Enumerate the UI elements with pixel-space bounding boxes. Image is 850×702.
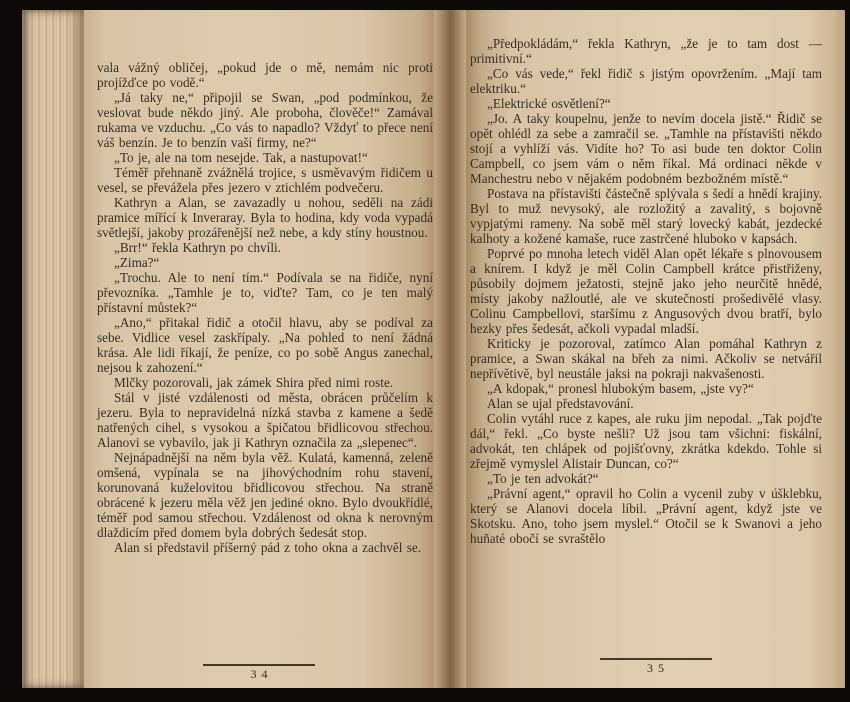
paragraph: Kriticky je pozoroval, zatímco Alan pomáhal Kathryn z pramice, a Swan skákal na břeh za nimi. Ačkoliv se netvářil nepřívětivě, byl neustále jaksi na pokraji nakvašenosti.: [470, 336, 822, 381]
book-gutter: [434, 10, 466, 688]
paragraph: Postava na přístavišti částečně splývala s šedí a hnědí krajiny. Byl to muž nevysoký, ale rozložitý a zavalitý, s bojovně vypjatými rameny. Na sobě měl starý lovecký kabát, jezdecké kalhoty a kožené kamaše, ruce zastrčené hluboko v kapsách.: [470, 186, 822, 246]
left-page-number-rule: [203, 664, 315, 666]
page-stack-fore-edge: [22, 10, 84, 688]
left-page-number: 34: [250, 667, 273, 681]
paragraph: Alan si představil příšerný pád z toho okna a zachvěl se.: [114, 540, 421, 555]
left-page-number-block: [203, 664, 315, 682]
paragraph: Alan se ujal představování.: [487, 396, 634, 411]
paragraph: „To je ten advokát?“: [487, 471, 599, 486]
paragraph: Stál v jisté vzdálenosti od města, obrácen průčelím k jezeru. Byla to nepravidelná nízká stavba z kamene a šedě natřených cihel, s vysokou a špičatou břidlicovou střechou. Alanovi se vybavilo, jak ji Kathryn označila za „slepenec“.: [97, 390, 433, 450]
left-page-text: [97, 60, 433, 555]
paragraph: Colin vytáhl ruce z kapes, ale ruku jim nepodal. „Tak pojďte dál,“ řekl. „Co byste nešli? Už jsou tam všichni: fiskální, advokát, ten chlápek od pojišťovny, zkrátka kdekdo. Tohle si zřejmě vymyslel Alistair Duncan, co?“: [470, 411, 822, 471]
paragraph: vala vážný obličej, „pokud jde o mě, nemám nic proti projížďce po vodě.“: [97, 60, 433, 90]
paragraph: „Trochu. Ale to není tím.“ Podívala se na řidiče, nyní převozníka. „Tamhle je to, viďte? Tam, co je ten malý přístavní můstek?“: [97, 270, 433, 315]
paragraph: Kathryn a Alan, se zavazadly u nohou, seděli na zádi pramice mířící k Inveraray. Byla to hodina, kdy voda vypadá světlejší, jakoby prozářenější než nebe, a kdy stíny houstnou.: [97, 195, 433, 240]
paragraph: „Já taky ne,“ připojil se Swan, „pod podmínkou, že veslovat bude někdo jiný. Ale proboha, člověče!“ Zamával rukama ve vzduchu. „Co vás to napadlo? Vždyť to přece není váš benzín. Je to benzín vaší firmy, ne?“: [97, 90, 433, 150]
right-page: [466, 10, 845, 688]
paragraph: „A kdopak,“ pronesl hlubokým basem, „jste vy?“: [487, 381, 754, 396]
right-page-number: 35: [647, 661, 669, 675]
paragraph: „Jo. A taky koupelnu, jenže to nevím docela jistě.“ Řidič se opět ohlédl za sebe a zamračil se. „Tamhle na přístavišti někdo stojí a vyhlíží vás. Vidíte ho? To asi bude ten doktor Colin Campbell, co jsem vám o něm říkal. Má ordinaci někde v Manchestru nebo v nějakém podobném bezbožném místě.“: [470, 111, 822, 186]
right-page-number-rule: [600, 658, 712, 660]
paragraph: „Co vás vede,“ řekl řidič s jistým opovržením. „Mají tam elektriku.“: [470, 66, 822, 96]
right-page-number-block: [600, 658, 712, 676]
paragraph: Poprvé po mnoha letech viděl Alan opět lékaře s plnovousem a knírem. I když je měl Colin Campbell krátce přistřiženy, působily dojmem ježatosti, stejně jako jeho neurčitě hnědé, místy jakoby nažloutlé, ale ve skutečnosti prošedivělé vlasy. Colinu Campbellovi, staršímu z Angusových dvou bratří, bylo hezky přes šedesát, ačkoli vypadal mladší.: [470, 246, 822, 336]
paragraph: „Zima?“: [114, 255, 160, 270]
paragraph: Mlčky pozorovali, jak zámek Shira před nimi roste.: [114, 375, 394, 390]
paragraph: „Elektrické osvětlení?“: [487, 96, 611, 111]
right-page-text: [470, 36, 822, 546]
paragraph: „Předpokládám,“ řekla Kathryn, „že je to tam dost — primitivní.“: [470, 36, 822, 66]
paragraph: Téměř přehnaně zvážnělá trojice, s usměvavým řidičem u vesel, se převážela přes jezero v ztichlém podvečeru.: [97, 165, 433, 195]
open-book: [22, 10, 845, 688]
paragraph: „Právní agent,“ opravil ho Colin a vycenil zuby v úšklebku, který se Alanovi docela líbil. „Právní agent, když jste ve Skotsku. Ano, toho jsem myslel.“ Otočil se k Swanovi a jeho huňaté obočí se svraštělo: [470, 486, 822, 546]
left-page: [84, 10, 434, 688]
paragraph: „Brr!“ řekla Kathryn po chvíli.: [114, 240, 281, 255]
paragraph: Nejnápadnější na něm byla věž. Kulatá, kamenná, zeleně omšená, vypínala se na jihovýchodním rohu stavení, korunovaná kuželovitou břidlicovou střechou. Na straně obrácené k jezeru měla věž jen jediné okno. Bylo dvoukřídlé, téměř pod samou střechou. Vzdálenost od okna k nerovným dlaždicím před domem byla dobrých šedesát stop.: [97, 450, 433, 540]
paragraph: „Ano,“ přitakal řidič a otočil hlavu, aby se podíval za sebe. Vidlice vesel zaskřípaly. „Na pohled to není žádná krása. Ale lidi říkají, že peníze, co po sobě Angus zanechal, nejsou k zahození.“: [97, 315, 433, 375]
paragraph: „To je, ale na tom nesejde. Tak, a nastupovat!“: [114, 150, 368, 165]
